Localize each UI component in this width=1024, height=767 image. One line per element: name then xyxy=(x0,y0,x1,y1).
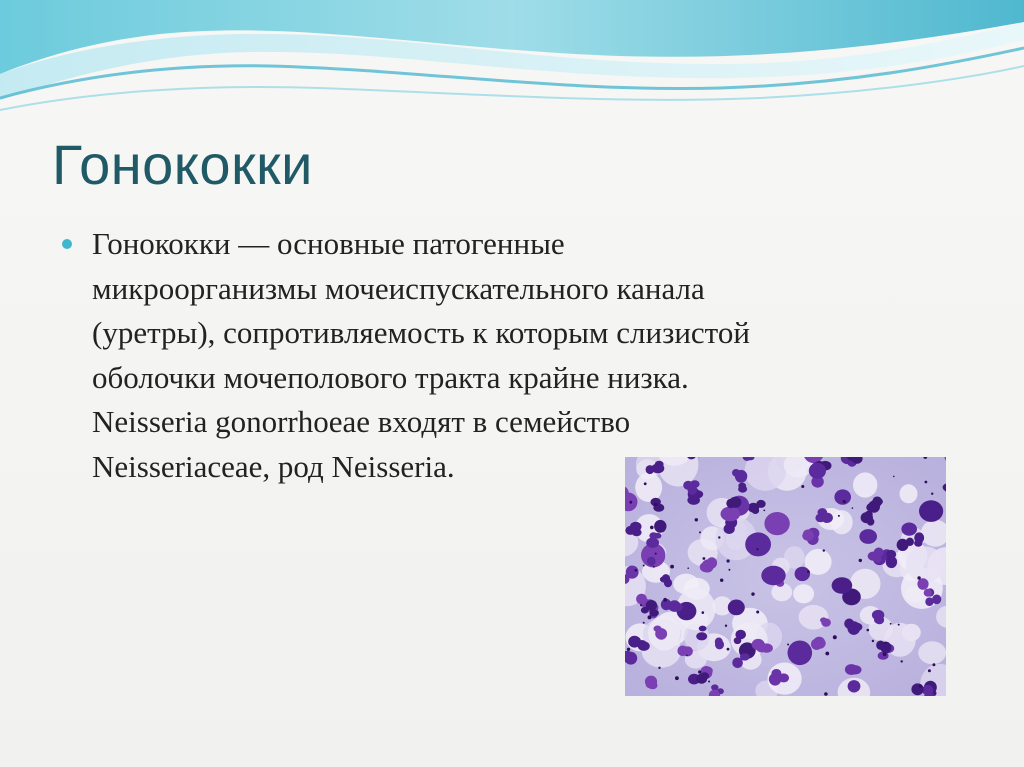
bullet-dot-icon xyxy=(62,239,72,249)
bullet-list xyxy=(62,222,942,489)
bullet-text xyxy=(92,222,942,489)
bullet-item xyxy=(62,222,942,489)
bullet-line: оболочки мочеполового тракта крайне низка. xyxy=(92,359,689,395)
bullet-line: микроорганизмы мочеиспускательного канала xyxy=(92,270,705,306)
bullet-line: Neisseriaceae, род Neisseria. xyxy=(92,448,455,484)
bullet-line: Гонококки — основные патогенные xyxy=(92,226,565,261)
bullet-line: (уретры), сопротивляемость к которым слизистой xyxy=(92,315,750,350)
micrograph-image xyxy=(625,457,946,696)
slide-title: Гонококки xyxy=(52,133,313,196)
decorative-wave-header xyxy=(0,0,1024,130)
bullet-line: Neisseria gonorrhoeae входят в семейство xyxy=(92,404,631,439)
